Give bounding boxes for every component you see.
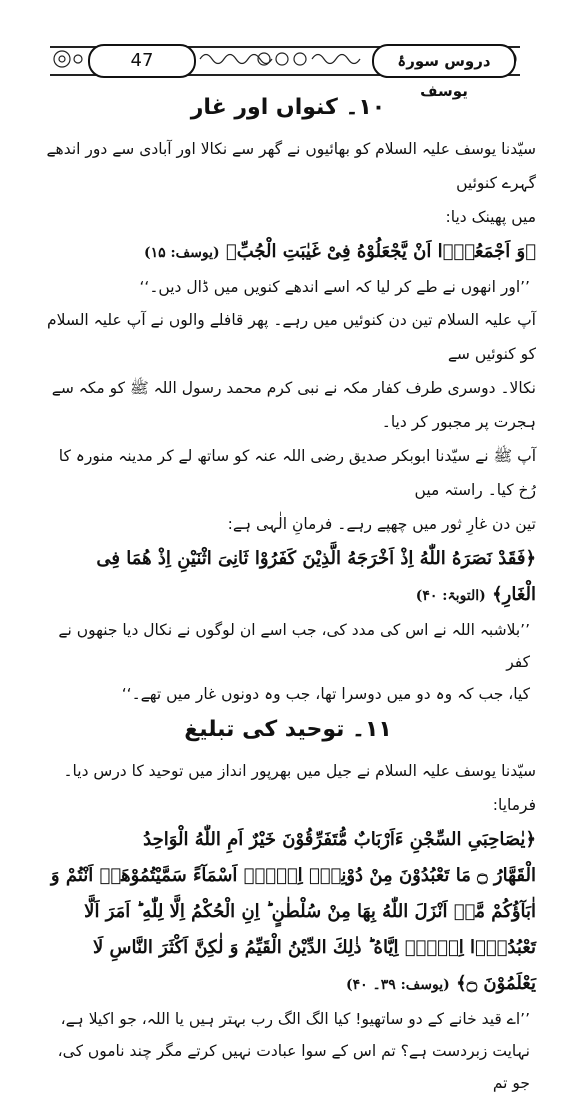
- section-10-para-2: آپ علیہ السلام تین دن کنوئیں میں رہے۔ پھر قافلے والوں نے آپ علیہ السلام کو کنوئیں سے: [47, 311, 536, 363]
- verse-reference: (یوسف: ۱۵): [143, 245, 220, 261]
- translation-3b: نہایت زبردست ہے؟ تم اس کے سوا عبادت نہیں کرتے مگر چند ناموں کی، جو تم: [57, 1042, 530, 1092]
- quran-verse-3d: تَعْبُدُوْۤا اِلَّاۤ اِیَّاهُ ؕ ذٰلِكَ الدِّیْنُ الْقَیِّمُ وَ لٰكِنَّ اَكْثَرَ النَّاسِ لَا: [92, 937, 536, 958]
- verse-reference: (یوسف: ۳۹۔ ۴۰): [345, 977, 450, 993]
- quran-verse-3e: [40, 966, 536, 1003]
- quran-verse-2b: [40, 577, 536, 614]
- page-header: [50, 40, 520, 100]
- translation-1: ’’اور انھوں نے طے کر لیا کہ اسے اندھے کنویں میں ڈال دیں۔‘‘: [139, 278, 530, 296]
- quran-verse-3b: الْقَهَّارُ ۝ مَا تَعْبُدُوْنَ مِنْ دُوْنِهٖۤ اِلَّاۤ اَسْمَآءً سَمَّیْتُمُوْهَاۤ اَنْتُمْ وَ: [50, 865, 536, 886]
- section-10-para-2c: آپ ﷺ نے سیّدنا ابوبکر صدیق رضی اللہ عنہ کو ساتھ لے کر مدینہ منورہ کا رُخ کیا۔ راستہ میں: [58, 447, 536, 499]
- section-11-para-1: سیّدنا یوسف علیہ السلام نے جیل میں بھرپور انداز میں توحید کا درس دیا۔ فرمایا:: [63, 762, 536, 814]
- translation-2b: کیا، جب کہ وہ دو میں دوسرا تھا، جب وہ دونوں غار میں تھے۔‘‘: [121, 685, 530, 703]
- verse-text: الْغَارِ﴾: [492, 584, 536, 605]
- verse-text: ﴿وَ اَجْمَعُوْۤا اَنْ یَّجْعَلُوْهُ فِیْ غَیٰبَتِ الْجُبِّ﴾: [225, 241, 536, 262]
- book-title: دروس سورۂ یوسف: [372, 44, 516, 78]
- section-10-para-2b: نکالا۔ دوسری طرف کفار مکہ نے نبی کرم محمد رسول اللہ ﷺ کو مکہ سے ہجرت پر مجبور کر دیا۔: [51, 379, 536, 431]
- section-10-para-2d: تین دن غارِ ثور میں چھپے رہے۔ فرمانِ الٰہی ہے:: [227, 515, 536, 533]
- section-10-heading: ۱۰۔ کنواں اور غار: [190, 95, 386, 120]
- quran-verse-3c: اٰبَآؤُكُمْ مَّاۤ اَنْزَلَ اللّٰهُ بِهَا مِنْ سُلْطٰنٍ ؕ اِنِ الْحُكْمُ اِلَّا لِلّٰهِ ؕ اَمَرَ اَلَّا: [84, 901, 536, 922]
- verse-reference: (التوبۃ: ۴۰): [415, 588, 486, 604]
- section-10-para-1b: میں پھینک دیا:: [445, 208, 536, 226]
- quran-verse-2: ﴿فَقَدْ نَصَرَهُ اللّٰهُ اِذْ اَخْرَجَهُ الَّذِیْنَ كَفَرُوْا ثَانِیَ اثْنَیْنِ اِذْ هُمَا فِی: [96, 548, 536, 569]
- translation-3a: ’’اے قید خانے کے دو ساتھیو! کیا الگ الگ رب بہتر ہیں یا اللہ، جو اکیلا ہے،: [60, 1010, 530, 1028]
- page-number: 47: [88, 44, 196, 78]
- section-11-heading: ۱۱۔ توحید کی تبلیغ: [184, 717, 392, 742]
- translation-2a: ’’بلاشبہ اللہ نے اس کی مدد کی، جب اسے ان لوگوں نے نکال دیا جنھوں نے کفر: [58, 621, 530, 671]
- section-10-para-1: سیّدنا یوسف علیہ السلام کو بھائیوں نے گھر سے نکالا اور آبادی سے دور اندھے گہرے کنوئیں: [46, 140, 536, 192]
- verse-text: یَعْلَمُوْنَ ۝﴾: [456, 973, 536, 994]
- page-body: [40, 88, 536, 1099]
- quran-verse-3a: ﴿یٰصَاحِبَیِ السِّجْنِ ءَاَرْبَابٌ مُّتَفَرِّقُوْنَ خَیْرٌ اَمِ اللّٰهُ الْوَاحِدُ: [143, 829, 536, 850]
- quran-verse-1: [40, 234, 536, 271]
